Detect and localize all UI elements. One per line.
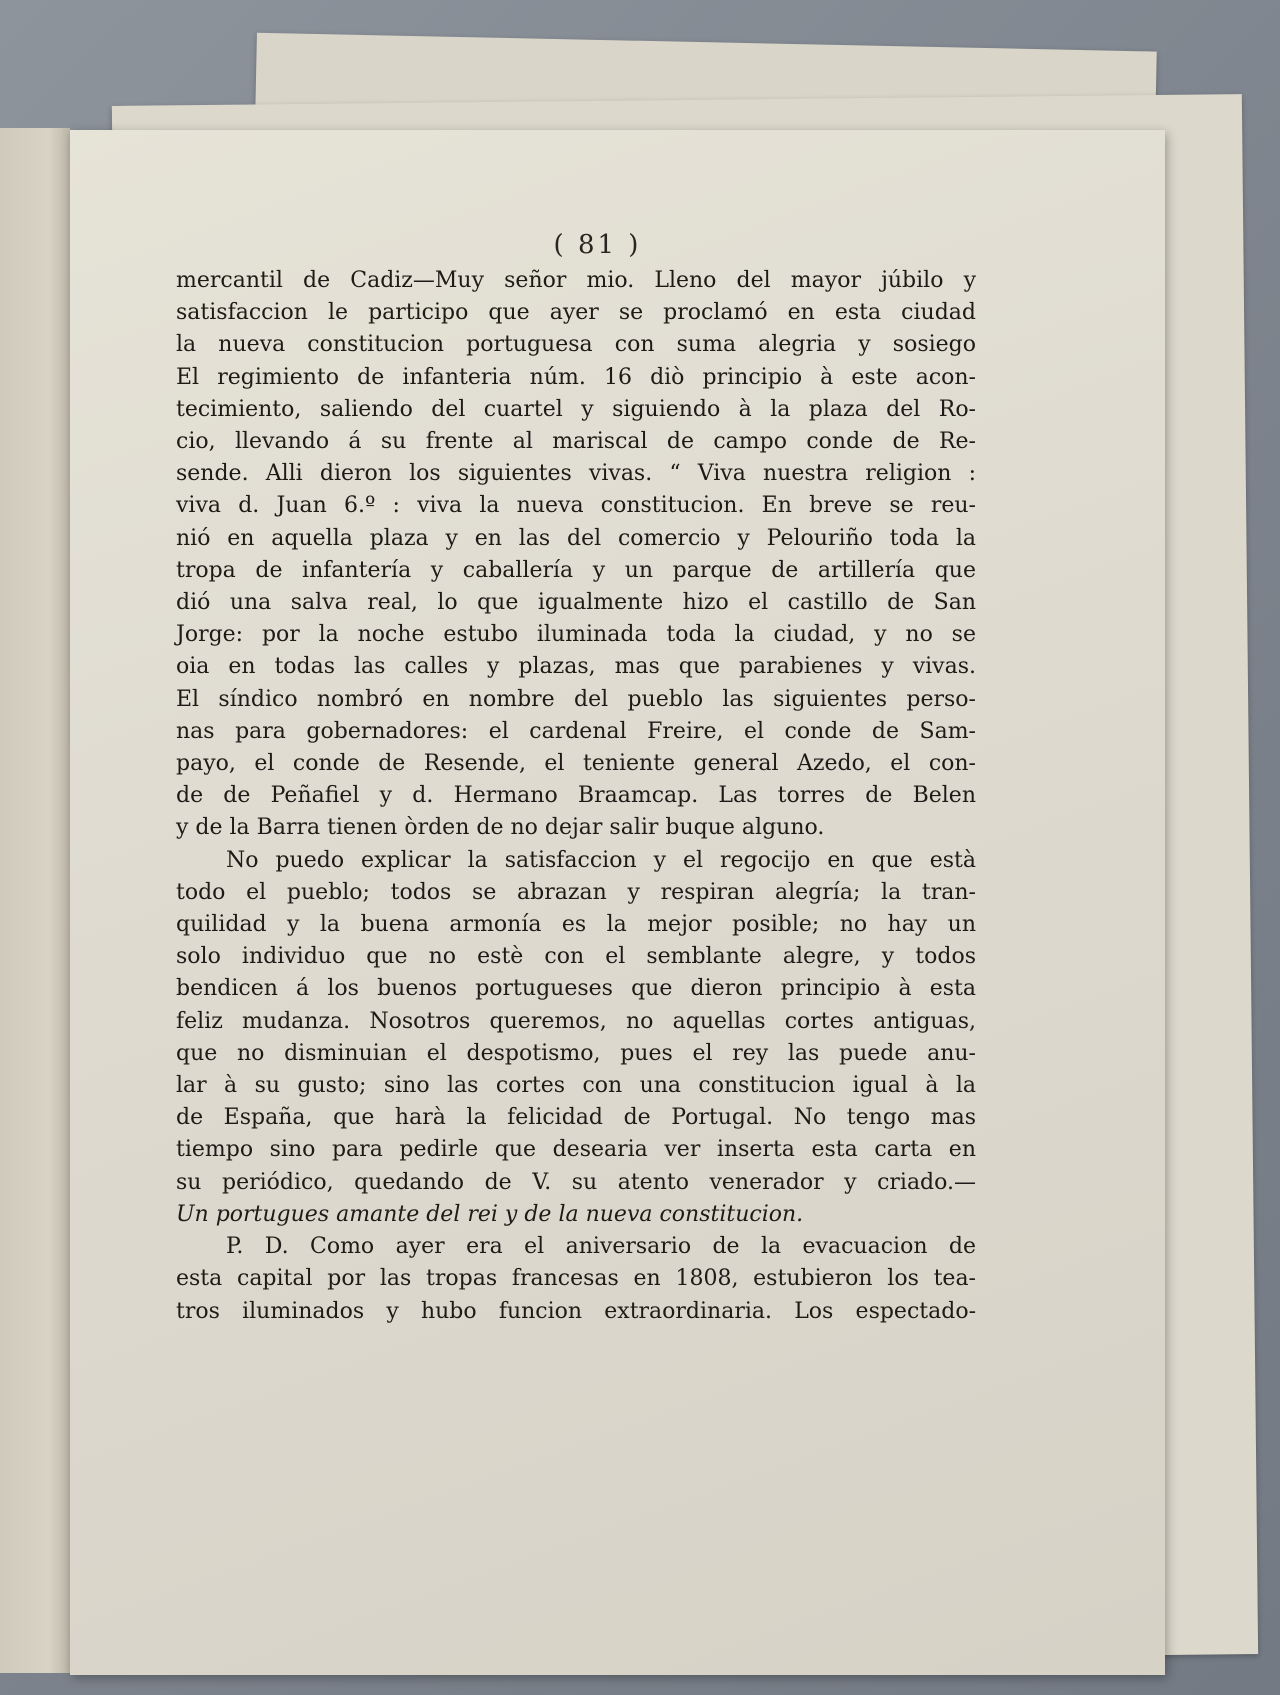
text-line: de de Peñafiel y d. Hermano Braamcap. Las torres de Belen: [176, 783, 976, 809]
text-line: nas para gobernadores: el cardenal Freire, el conde de Sam-: [176, 718, 976, 744]
text-line: cio, llevando á su frente al mariscal de campo conde de Re-: [176, 429, 976, 455]
printed-page: [70, 130, 1165, 1675]
text-line: dió una salva real, lo que igualmente hizo el castillo de San: [176, 590, 976, 616]
text-line: El regimiento de infanteria núm. 16 diò principio à este acon-: [176, 364, 976, 390]
text-line: la nueva constitucion portuguesa con suma alegria y sosiego: [176, 332, 976, 358]
text-line: esta capital por las tropas francesas en 1808, estubieron los tea-: [176, 1266, 976, 1292]
text-line: Jorge: por la noche estubo iluminada toda la ciudad, y no se: [176, 622, 976, 648]
text-line: feliz mudanza. Nosotros queremos, no aquellas cortes antiguas,: [176, 1008, 976, 1034]
left-facing-page: [0, 128, 70, 1673]
text-line: oia en todas las calles y plazas, mas que parabienes y vivas.: [176, 654, 976, 680]
text-line: su periódico, quedando de V. su atento venerador y criado.—: [176, 1169, 976, 1195]
text-line: satisfaccion le participo que ayer se proclamó en esta ciudad: [176, 300, 976, 326]
text-line: quilidad y la buena armonía es la mejor posible; no hay un: [176, 912, 976, 938]
text-line: tecimiento, saliendo del cuartel y siguiendo à la plaza del Ro-: [176, 396, 976, 422]
text-line: El síndico nombró en nombre del pueblo las siguientes perso-: [176, 686, 976, 712]
text-line: mercantil de Cadiz—Muy señor mio. Lleno del mayor júbilo y: [176, 268, 976, 293]
signature-line: Un portugues amante del rei y de la nueva constitucion.: [176, 1201, 804, 1227]
text-line: tros iluminados y hubo funcion extraordinaria. Los espectado-: [176, 1298, 976, 1324]
text-line: bendicen á los buenos portugueses que dieron principio à esta: [176, 976, 976, 1002]
text-line: que no disminuian el despotismo, pues el rey las puede anu-: [176, 1040, 976, 1066]
text-line: No puedo explicar la satisfaccion y el regocijo en que està: [226, 847, 976, 873]
text-line: y de la Barra tienen òrden de no dejar salir buque alguno.: [176, 815, 825, 841]
text-line: todo el pueblo; todos se abrazan y respiran alegría; la tran-: [176, 879, 976, 905]
text-line: viva d. Juan 6.º : viva la nueva constitucion. En breve se reu-: [176, 493, 976, 519]
text-line: solo individuo que no estè con el semblante alegre, y todos: [176, 944, 976, 970]
text-line: de España, que harà la felicidad de Portugal. No tengo mas: [176, 1105, 976, 1131]
text-line: tropa de infantería y caballería y un parque de artillería que: [176, 557, 976, 583]
text-line: nió en aquella plaza y en las del comercio y Pelouriño toda la: [176, 525, 976, 551]
text-line: payo, el conde de Resende, el teniente general Azedo, el con-: [176, 751, 976, 777]
text-line: sende. Alli dieron los siguientes vivas. “ Viva nuestra religion :: [176, 461, 976, 487]
text-line: tiempo sino para pedirle que desearia ver inserta esta carta en: [176, 1137, 976, 1163]
page-number: ( 81 ): [553, 230, 642, 260]
body-text: [176, 265, 976, 1328]
text-line: P. D. Como ayer era el aniversario de la evacuacion de: [226, 1234, 976, 1260]
text-line: lar à su gusto; sino las cortes con una constitucion igual à la: [176, 1073, 976, 1099]
